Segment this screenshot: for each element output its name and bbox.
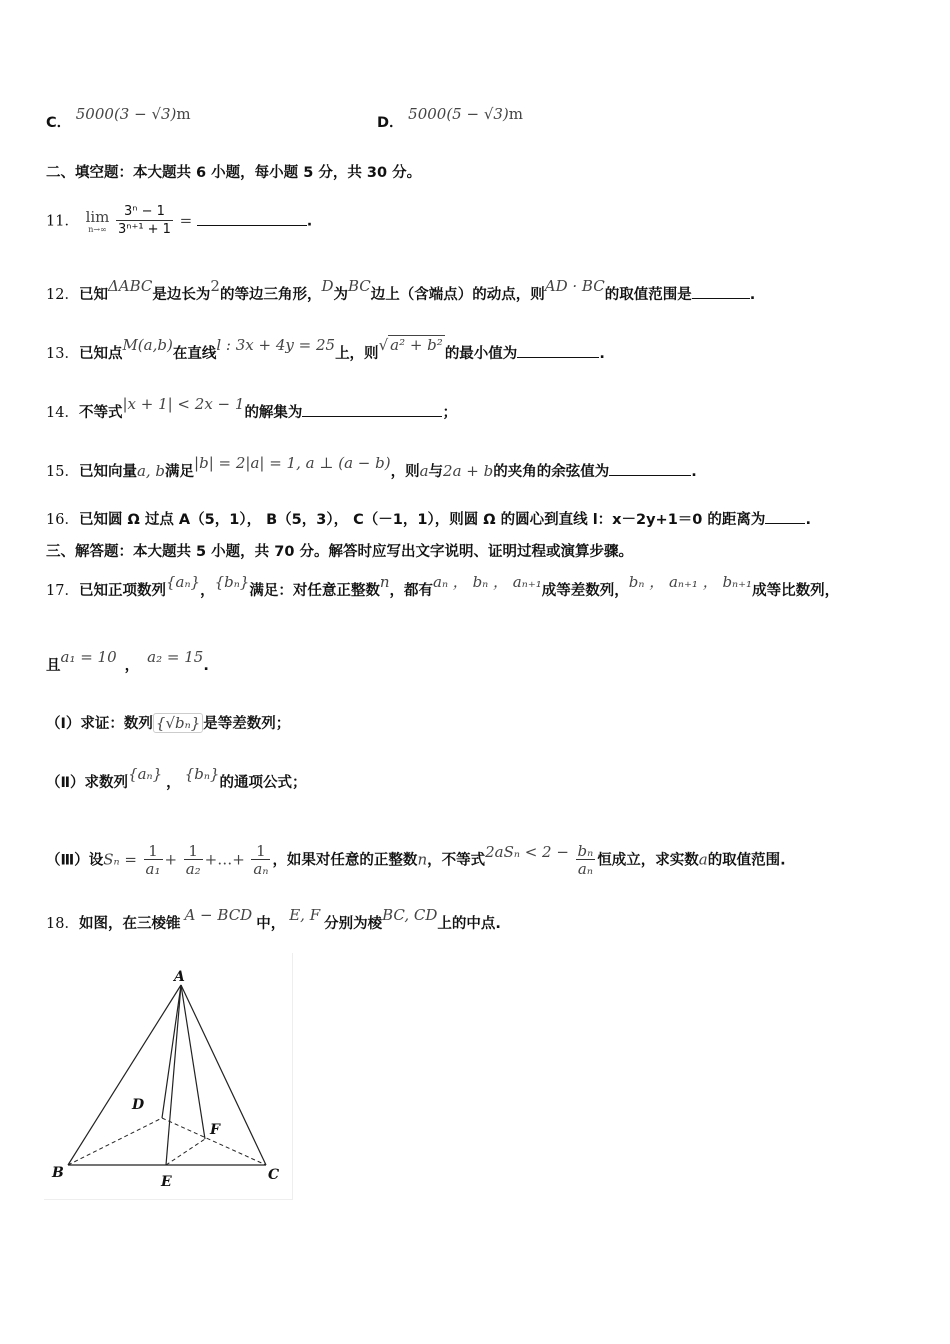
math: {aₙ} (128, 765, 163, 783)
answer-blank[interactable] (765, 509, 805, 524)
text: （Ⅲ）设 (46, 852, 104, 869)
section-heading-answers: 三、解答题：本大题共 5 小题，共 70 分。解答时应写出文字说明、证明过程或演算步骤。 (46, 544, 633, 560)
equals-sign: = (179, 211, 193, 230)
question-13 (46, 336, 605, 364)
option-c-formula: 5000(3 − √3) (75, 105, 177, 123)
answer-blank[interactable] (302, 402, 442, 417)
math: AD · BC (544, 277, 605, 295)
text: ，则 (390, 464, 420, 480)
text: 的取值范围. (707, 852, 786, 869)
text: （Ⅰ）求证：数列 (46, 716, 153, 732)
fraction-1-an (251, 843, 270, 878)
text: 是等差数列； (203, 716, 291, 732)
math: BC (347, 277, 371, 295)
question-number: 17． (46, 583, 79, 599)
question-number: 18． (46, 916, 79, 932)
text: 且 (46, 658, 61, 674)
text: 的夹角的余弦值为 (493, 464, 610, 480)
text: 上，则 (335, 346, 379, 362)
text: ， (166, 775, 181, 791)
denominator: aₙ (253, 860, 269, 878)
period: . (306, 213, 313, 230)
pyramid-diagram (44, 953, 292, 1199)
option-d (377, 105, 524, 133)
math: a (698, 850, 708, 869)
edge-AC (181, 985, 266, 1165)
text: 的通项公式； (219, 775, 307, 791)
option-c-unit: m (176, 105, 191, 123)
text: 已知 (78, 287, 108, 303)
text: 已知圆 Ω 过点 A（5，1）， B（5，3）， C（－1，1），则圆 Ω 的圆心到直线 l：x－2y+1＝0 的距离为 (78, 512, 766, 528)
text: （Ⅱ）求数列 (46, 775, 129, 791)
limit-fraction (116, 204, 173, 239)
question-12 (46, 277, 756, 305)
denominator: a₁ (145, 860, 161, 878)
math: l : 3x + 4y = 25 (216, 336, 336, 354)
math: E, F (289, 906, 321, 924)
text: 的取值范围是 (604, 287, 692, 303)
text: 已知点 (78, 346, 123, 362)
math: Sₙ = (103, 850, 137, 869)
question-number: 13． (46, 346, 79, 362)
math: a (419, 462, 429, 480)
question-17-conditions (46, 648, 209, 676)
text: 恒成立，求实数 (597, 852, 699, 869)
limit-subscript: n→∞ (88, 224, 107, 234)
answer-blank[interactable] (517, 343, 599, 358)
question-14 (46, 395, 457, 423)
question-17-part-1 (46, 713, 290, 734)
math: {bₙ} (184, 765, 220, 783)
text: 上的中点. (437, 916, 501, 932)
math: 2 (210, 277, 220, 295)
text: 满足：对任意正整数 (249, 583, 380, 599)
text: 已知正项数列 (78, 583, 166, 599)
math: D (321, 277, 334, 295)
text: 不等式 (78, 405, 123, 421)
sqrt-radicand: a² + b² (390, 336, 443, 354)
text: 边上（含端点）的动点，则 (370, 287, 545, 303)
math: a₂ = 15 (147, 648, 204, 666)
edge-AF (181, 985, 205, 1139)
option-d-formula: 5000(5 − √3) (408, 105, 509, 123)
option-c-label: C． (46, 115, 72, 131)
text: 如图，在三棱锥 (78, 916, 181, 932)
math: {√bₙ} (153, 713, 203, 733)
vertex-D-label: D (132, 1097, 145, 1113)
answer-blank[interactable] (609, 461, 691, 476)
text: 成等比数列， (752, 583, 840, 599)
question-11 (46, 204, 312, 239)
question-number: 15． (46, 464, 79, 480)
vertex-C-label: C (268, 1167, 280, 1183)
math: a₁ = 10 (60, 648, 117, 666)
question-17-part-3 (46, 843, 786, 878)
math: {aₙ} (165, 573, 201, 591)
plus: + (164, 850, 178, 869)
semicolon: ； (442, 405, 457, 421)
edge-AB (68, 985, 181, 1165)
text: 的等边三角形， (219, 287, 322, 303)
ellipsis: +…+ (204, 850, 245, 869)
math: a, b (136, 462, 166, 480)
period: . (691, 464, 697, 480)
text: 是边长为 (152, 287, 211, 303)
text: 的解集为 (244, 405, 303, 421)
numerator: bₙ (577, 842, 594, 860)
question-number: 14． (46, 405, 79, 421)
math: aₙ ， bₙ ， aₙ₊₁ (433, 573, 542, 591)
numerator: 1 (144, 843, 163, 860)
text: ，都有 (389, 583, 434, 599)
period: . (749, 287, 756, 303)
numerator: 1 (251, 843, 270, 860)
point-F-label: F (210, 1122, 220, 1138)
text: 中， (256, 916, 286, 932)
section-heading-fill-in: 二、填空题：本大题共 6 小题，每小题 5 分，共 30 分。 (46, 165, 422, 181)
question-number: 16． (46, 512, 79, 528)
text: 为 (333, 287, 348, 303)
question-number: 12． (46, 287, 79, 303)
vertex-B-label: B (52, 1165, 64, 1181)
fraction-1-a2 (184, 843, 203, 878)
text: 分别为棱 (324, 916, 383, 932)
limit-label: lim (85, 207, 110, 226)
math: bₙ ， aₙ₊₁ ， bₙ₊₁ (628, 573, 753, 591)
math: 2aSₙ < 2 − (485, 842, 569, 861)
math: n (417, 850, 428, 869)
pyramid-figure (44, 953, 293, 1200)
fraction-numerator: 3ⁿ − 1 (116, 204, 173, 221)
text: 的最小值为 (444, 346, 518, 362)
numerator: 1 (184, 843, 203, 860)
question-17 (46, 573, 840, 601)
math: n (379, 573, 390, 591)
limit-operator (86, 209, 110, 235)
period: . (203, 658, 209, 674)
math: |b| = 2|a| = 1, a ⊥ (a − b) (194, 454, 391, 472)
question-16 (46, 509, 811, 530)
math: {bₙ} (214, 573, 250, 591)
question-number: 11． (46, 213, 79, 230)
math: ΔABC (107, 277, 153, 295)
fraction-bn-an (576, 843, 596, 878)
text: ， (200, 583, 215, 599)
text: ，不等式 (427, 852, 486, 869)
fraction-denominator: 3ⁿ⁺¹ + 1 (118, 222, 171, 237)
question-17-part-2 (46, 765, 307, 793)
text: 已知向量 (78, 464, 137, 480)
answer-blank[interactable] (692, 284, 750, 299)
text: ， (124, 658, 140, 674)
math: M(a,b) (122, 336, 173, 354)
text: 满足 (165, 464, 195, 480)
vertex-A-label: A (174, 969, 185, 985)
point-E-label: E (161, 1174, 172, 1190)
period: . (805, 512, 811, 528)
option-d-label: D． (377, 115, 404, 131)
denominator: aₙ (577, 860, 593, 878)
sqrt-expression: √ a² + b² (378, 336, 443, 354)
math: |x + 1| < 2x − 1 (122, 395, 245, 413)
edge-EF (166, 1139, 205, 1165)
period: . (599, 346, 605, 362)
math: 2a + b (443, 462, 494, 480)
option-d-unit: m (508, 105, 524, 123)
math: A − BCD (184, 906, 253, 924)
text: 与 (428, 464, 444, 480)
text: ，如果对任意的正整数 (272, 852, 418, 869)
option-c (46, 105, 191, 133)
question-15 (46, 454, 697, 482)
fraction-1-a1 (144, 843, 163, 878)
answer-blank[interactable] (197, 211, 307, 226)
text: 成等差数列， (541, 583, 629, 599)
question-18 (46, 906, 501, 934)
math: BC, CD (382, 906, 438, 924)
text: 在直线 (172, 346, 217, 362)
denominator: a₂ (185, 860, 201, 878)
